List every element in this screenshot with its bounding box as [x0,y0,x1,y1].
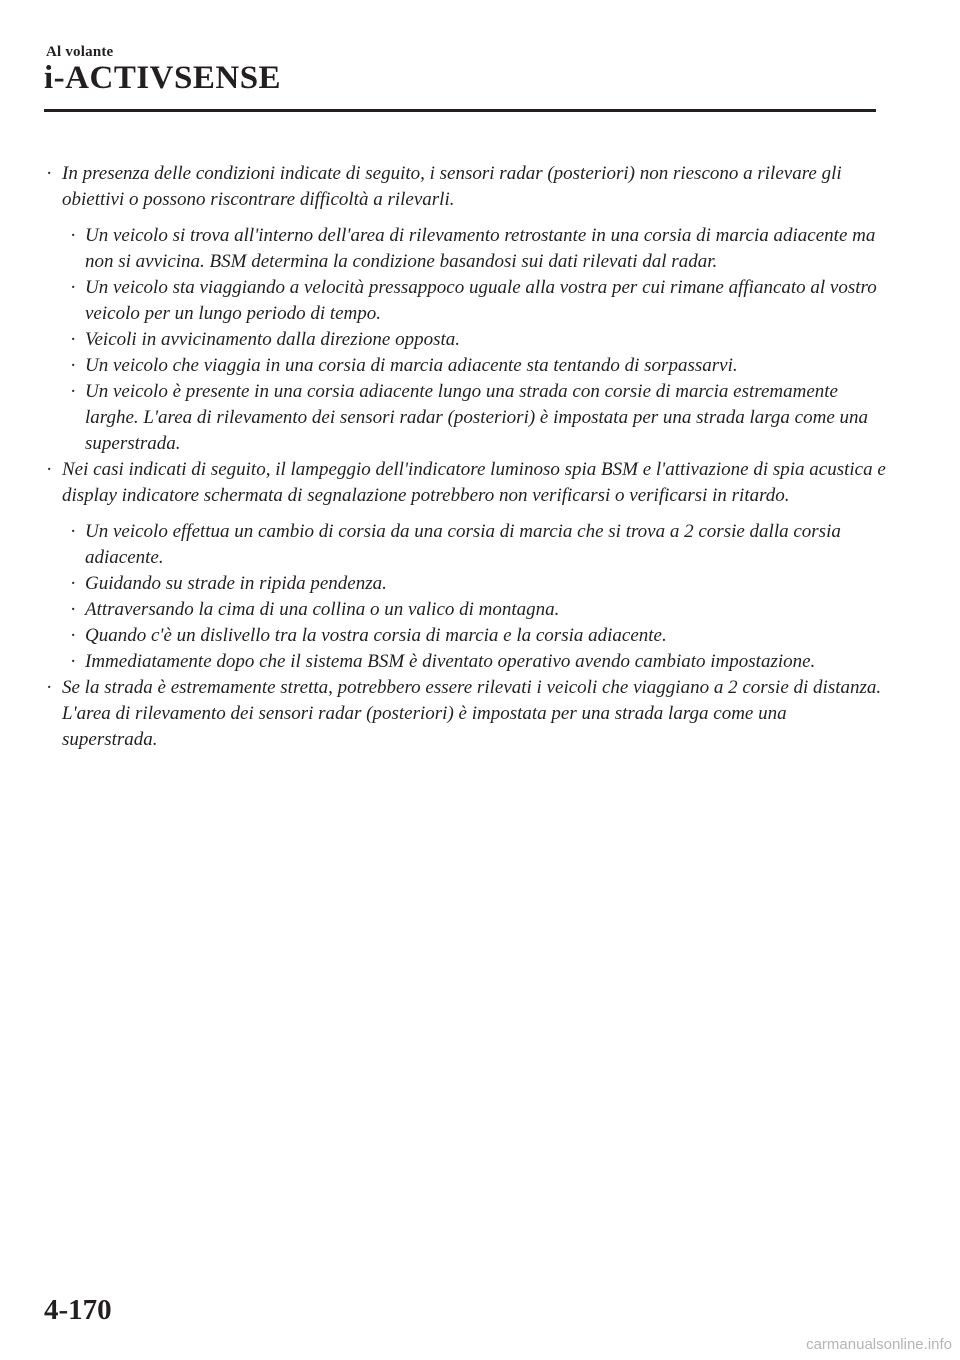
bullet-icon: · [46,163,53,184]
list-item [46,675,886,753]
sub-list-item [46,519,886,571]
section-label: Al volante [46,44,114,60]
header-divider [44,109,876,112]
sub-list-item-text: Veicoli in avvicinamento dalla direzione opposta. [85,329,461,350]
sub-list-item-text: Un veicolo che viaggia in una corsia di marcia adiacente sta tentando di sorpassarvi. [85,355,738,376]
sub-list-item-text: Quando c'è un dislivello tra la vostra corsia di marcia e la corsia adiacente. [85,625,667,646]
sub-list-item-text: Immediatamente dopo che il sistema BSM è diventato operativo avendo cambiato impostazione. [85,651,816,672]
list-item [46,457,886,509]
bullet-icon: · [70,381,77,402]
sub-list-item [46,275,886,327]
bullet-icon: · [70,625,77,646]
page-number: 4-170 [44,1294,112,1326]
sub-list-item [46,571,886,597]
bullet-icon: · [70,521,77,542]
sub-list-item-text: Attraversando la cima di una collina o un valico di montagna. [85,599,560,620]
bullet-icon: · [70,225,77,246]
list-item-text: Se la strada è estremamente stretta, potrebbero essere rilevati i veicoli che viaggiano a 2 corsie di distanza. L'area di rilevamento dei sensori radar (posteriori) è impostata per una strada larga come una superstrada. [62,677,882,750]
sub-list-item-text: Guidando su strade in ripida pendenza. [85,573,387,594]
sub-list-item [46,327,886,353]
sub-list-item [46,353,886,379]
bullet-icon: · [70,329,77,350]
sub-list-item-text: Un veicolo effettua un cambio di corsia da una corsia di marcia che si trova a 2 corsie dalla corsia adiacente. [85,521,841,568]
sub-list-item [46,379,886,457]
bullet-icon: · [70,573,77,594]
bullet-icon: · [70,277,77,298]
sub-list-item [46,223,886,275]
sub-list-item [46,649,886,675]
list-item-text: Nei casi indicati di seguito, il lampeggio dell'indicatore luminoso spia BSM e l'attivazione di spia acustica e display indicatore schermata di segnalazione potrebbero non verificarsi o verificarsi in ritardo. [62,459,886,506]
list-item-text: In presenza delle condizioni indicate di seguito, i sensori radar (posteriori) non riescono a rilevare gli obiettivi o possono riscontrare difficoltà a rilevarli. [62,163,842,210]
bullet-icon: · [70,599,77,620]
sub-list [46,509,886,675]
bullet-icon: · [46,677,53,698]
sub-list-item-text: Un veicolo si trova all'interno dell'area di rilevamento retrostante in una corsia di marcia adiacente ma non si avvicina. BSM determina la condizione basandosi sui dati rilevati dal radar. [85,225,876,272]
sub-list-item-text: Un veicolo è presente in una corsia adiacente lungo una strada con corsie di marcia estremamente larghe. L'area di rilevamento dei sensori radar (posteriori) è impostata per una strada larga come una superstrada. [85,381,869,454]
bullet-icon: · [70,355,77,376]
sub-list-item [46,597,886,623]
sub-list [46,213,886,457]
sub-list-item [46,623,886,649]
watermark: carmanualsonline.info [806,1336,952,1353]
notes-list [46,161,886,753]
bullet-icon: · [70,651,77,672]
chapter-title: i-ACTIVSENSE [44,60,282,96]
bullet-icon: · [46,459,53,480]
sub-list-item-text: Un veicolo sta viaggiando a velocità pressappoco uguale alla vostra per cui rimane affiancato al vostro veicolo per un lungo periodo di tempo. [85,277,877,324]
list-item [46,161,886,213]
